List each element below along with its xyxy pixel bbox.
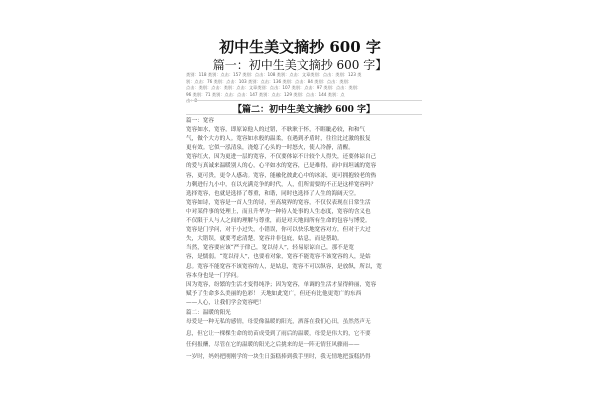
paragraph-line: 容本身也是一门学问。	[186, 272, 242, 279]
section-subheading: 篇一：宽容	[186, 118, 214, 124]
paragraph-line: 失，大错误，就要考虑清楚，宽容并非包庇，姑息，而是帮助。	[186, 236, 343, 243]
paragraph-line: ——人心，让我们学会宽容吧！	[186, 299, 265, 306]
paragraph-line: 气，做个大方的人。宽容如水般的温柔，在遇到矛盾时，往往比过激的报复	[186, 136, 371, 143]
section-subheading: 篇二：温暖的阳光	[186, 309, 231, 316]
document-subtitle: 篇一：初中生美文摘抄 600 字】	[212, 58, 388, 72]
divider	[186, 114, 422, 115]
paragraph-line: 宽容红火，因为更进一层的宽容，不仅要体谅不计较个人得失，还要体谅自己	[186, 154, 377, 161]
section-body	[186, 116, 422, 318]
meta-line: 别：点击：76 类别：点击：103 类别：点击：136 类别：点击：84 类别：点击：类别：	[186, 78, 352, 84]
paragraph-line: 当然，宽容要应该“严于律己，宽以待人”，轻易原谅自己，那不是宽	[186, 245, 354, 252]
paragraph-line: 息，但它让一棵棵生命的幼苗成受到了雨后的温暖，母爱是伟大的，它不要	[186, 330, 371, 337]
paragraph-line: 容，更可贵，更令人感动。宽容，能融化彼此心中的冰冻，更可拥抱较老的热	[186, 172, 377, 179]
paragraph-line: 宽容如水，宽容，即原谅他人的过错，不耿耿于怀，不睚眦必较，和和气	[186, 127, 366, 134]
paragraph-line: 因为宽容，纷繁的生活才变得纯净；因为宽容，单调的生活才显得鲜丽，宽容	[186, 281, 377, 288]
meta-line: 96 类别：71 类别：点击：点击：147 类别：点击：129 类别：点击：144 类别：点	[186, 91, 345, 97]
paragraph-line: 中对某件事的处理上，而且升华为一种待人处事的人生态度，宽容的含义也	[186, 208, 371, 215]
document-title: 初中生美文摘抄 600 字	[219, 38, 381, 56]
meta-line: 类别：118 类别：点击：157 类别：点击：108 类别：点击：文章类别：点击：类别：123 类	[186, 72, 362, 77]
paragraph-line: 赋予了生命多么美丽的色彩！ 天地如此宽广，但还有比他更宽广的东西	[186, 290, 362, 297]
paragraph-line: 不仅限于人与人之间的理解与尊重，而是对天地间所有生命的包容与博爱。	[186, 218, 371, 225]
paragraph-line: 力剩进行九小中，在以充满竞争的时代，人，们所需要的不正是这样宽容吗？	[186, 181, 377, 188]
meta-line: 击：8	[186, 98, 198, 103]
section-header: 【篇二：初中生美文摘抄 600 字】	[232, 105, 376, 115]
paragraph-line: 选择宽容，也就是选择了尊重，和谐，同时也选择了人生的海阔天空。	[186, 190, 360, 197]
paragraph-line: 容，是懦弱。“宽以待人”，也要看对象，宽容不能宽容不该宽容的人，是姑	[186, 254, 371, 261]
paragraph-line: 一岁时，妈妈把刚刚学的一块生日蛋糕捧到我手里时，我无情地把蛋糕扔得	[186, 353, 371, 360]
section-body	[186, 317, 422, 363]
paragraph-line: 宽容是门学问，对于小过失，小错误，你可以快乐地宽容对方，但对于大过	[186, 227, 371, 234]
paragraph-line: 宽容如诗，宽容是一首人生的诗，至高境界的宽容，不仅仅表现在日常生活	[186, 199, 371, 206]
meta-line: 点击：类别：点击：类别：点击：文章类别：点击：107 类别：点击：97 类别：点击：类别：	[186, 85, 362, 90]
divider	[186, 100, 422, 101]
paragraph-line: 更有效。它似一泓清泉，浇熄了心头的一时怒火，使人冷静，清醒。	[186, 145, 354, 152]
paragraph-line: 母爱是一种无私的感情，母爱像温暖的阳光，洒落在我们心田，虽然然声无	[186, 319, 371, 325]
page-fade	[186, 380, 422, 400]
paragraph-line: 任何报酬，尽管在它的温暖的阳光之后挑来的是一阵无情狂风骤雨——	[186, 342, 360, 348]
paragraph-line: 息。宽容不能宽容不该宽容的人，是姑息，宽容不可以纵容，是放纵，所以，宽	[186, 263, 382, 270]
paragraph-line: 的爱与真诚来温暖别人的心，心平如水的宽容，已是难得，而中间坦诚的宽容	[186, 163, 377, 170]
